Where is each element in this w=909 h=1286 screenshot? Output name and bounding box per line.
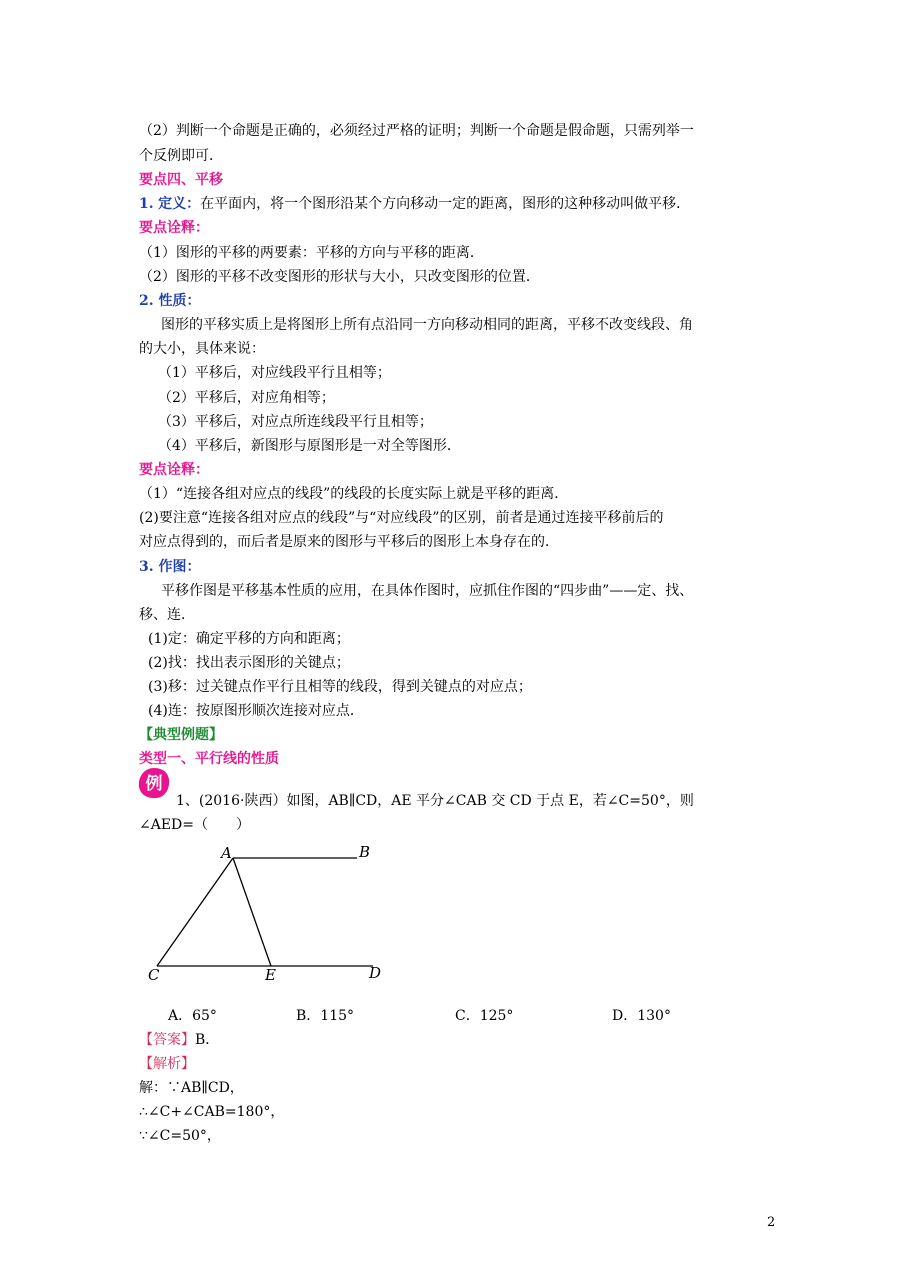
text-line: 图形的平移实质上是将图形上所有点沿同一方向移动相同的距离，平移不改变线段、角 bbox=[161, 317, 693, 333]
choice-a: A．65° bbox=[168, 1008, 217, 1024]
page-number: 2 bbox=[767, 1215, 776, 1230]
text-line: （1）平移后，对应线段平行且相等； bbox=[158, 365, 391, 381]
text-line: （2）图形的平移不改变图形的形状与大小，只改变图形的位置． bbox=[139, 269, 540, 285]
answer-label: 【答案】 bbox=[139, 1032, 195, 1048]
definition-number: 1. bbox=[139, 196, 154, 212]
choice-d: D．130° bbox=[612, 1008, 671, 1024]
definition-label: 定义： bbox=[158, 196, 201, 212]
text-line: (1)定：确定平移的方向和距离； bbox=[148, 631, 350, 647]
solution-line: ∴∠C+∠CAB=180°， bbox=[139, 1104, 285, 1120]
choice-c: C．125° bbox=[455, 1008, 514, 1024]
text-line: (3)移：过关键点作平行且相等的线段，得到关键点的对应点； bbox=[148, 679, 532, 695]
point-b-label: B bbox=[359, 843, 371, 861]
geometry-figure bbox=[145, 840, 395, 990]
text-line: 平移作图是平移基本性质的应用，在具体作图时，应抓住作图的“四步曲”——定、找、 bbox=[161, 583, 694, 599]
section-title: 要点四、平移 bbox=[139, 172, 223, 188]
text-line: 的大小，具体来说： bbox=[139, 341, 265, 357]
solution-line: ∵∠C=50°， bbox=[139, 1128, 221, 1144]
text-line: (2)要注意“连接各组对应点的线段”与“对应线段”的区别，前者是通过连接平移前后的 bbox=[139, 510, 664, 526]
definition-text: 在平面内，将一个图形沿某个方向移动一定的距离，图形的这种移动叫做平移． bbox=[200, 196, 691, 212]
text-line: (4)连：按原图形顺次连接对应点． bbox=[148, 703, 364, 719]
point-a-label: A bbox=[221, 844, 232, 862]
text-line: （1）“连接各组对应点的线段”的线段的长度实际上就是平移的距离． bbox=[139, 486, 569, 502]
text-line: 对应点得到的，而后者是原来的图形与平移后的图形上本身存在的． bbox=[139, 534, 559, 550]
question-text: 1、(2016·陕西）如图，AB∥CD，AE 平分∠CAB 交 CD 于点 E，若∠C=50°，则 bbox=[176, 793, 694, 809]
type-title: 类型一、平行线的性质 bbox=[139, 751, 279, 767]
line-ae bbox=[233, 858, 271, 966]
text-line: （2）判断一个命题是正确的，必须经过严格的证明；判断一个命题是假命题，只需列举一 bbox=[139, 123, 694, 139]
point-c-label: C bbox=[148, 966, 160, 984]
examples-title: 【典型例题】 bbox=[139, 727, 223, 743]
text-line: （2）平移后，对应角相等； bbox=[158, 390, 335, 406]
line-ac bbox=[157, 858, 233, 966]
answer-line bbox=[139, 1030, 219, 1050]
note-label: 要点诠释： bbox=[139, 462, 209, 478]
note-label: 要点诠释： bbox=[139, 220, 209, 236]
solution-line: 解：∵AB∥CD， bbox=[139, 1080, 244, 1096]
analysis-label: 【解析】 bbox=[139, 1056, 195, 1072]
point-d-label: D bbox=[369, 964, 382, 982]
drawing-label: 3. 作图： bbox=[139, 559, 201, 575]
answer-value: B． bbox=[195, 1032, 220, 1048]
choice-b: B．115° bbox=[296, 1008, 355, 1024]
text-line: （4）平移后，新图形与原图形是一对全等图形． bbox=[158, 438, 461, 454]
text-line: （1）图形的平移的两要素：平移的方向与平移的距离． bbox=[139, 245, 484, 261]
text-line: (2)找：找出表示图形的关键点； bbox=[148, 655, 350, 671]
text-line: 移、连． bbox=[139, 607, 195, 623]
question-text: ∠AED=（ ） bbox=[139, 817, 251, 833]
badge-text: 例 bbox=[145, 774, 163, 794]
definition-line bbox=[139, 194, 690, 214]
text-line: （3）平移后，对应点所连线段平行且相等； bbox=[158, 414, 433, 430]
property-label: 2. 性质： bbox=[139, 293, 201, 309]
text-line: 个反例即可． bbox=[139, 148, 223, 164]
point-e-label: E bbox=[265, 966, 276, 984]
example-badge-icon bbox=[137, 766, 171, 800]
